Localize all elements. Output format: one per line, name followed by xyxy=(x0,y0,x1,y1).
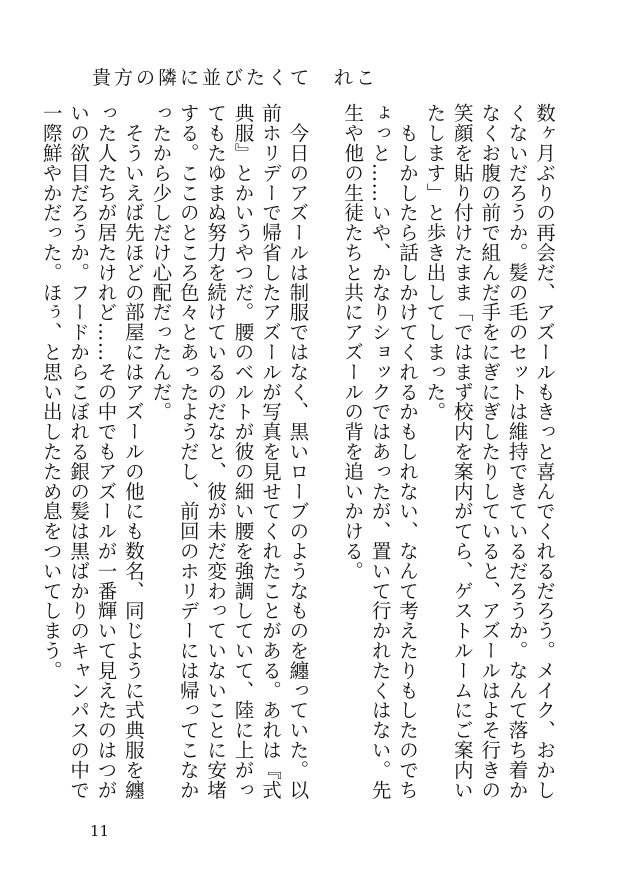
blank-line xyxy=(311,103,338,803)
page-number: 11 xyxy=(90,822,110,840)
body-text xyxy=(39,103,558,803)
header-title: 貴方の隣に並びたくて xyxy=(92,67,313,89)
paragraph: もしかしたら話しかけてくれるかもしれない、なんて考えたりもしたのでちょっと……いや、かなりショックではあったが、置いて行かれたくはない。先生や他の生徒たちと共にアズールの背を追いかける。 xyxy=(341,103,419,800)
header-author: れこ xyxy=(334,67,379,89)
paragraph: 今日のアズールは制服ではなく、黒いローブのようなものを纏っていた。以前ホリデーで帰省したアズールが写真を見せてくれたことがある。あれは『式典服』とかいうやつだ。腰のベルトが彼の細い腰を強調していて、陸に上がってもたゆまぬ努力を続けているのだなと、彼が未だ変わっていないことに安堵する。ここのところ色々とあったようだし、前回のホリデーには帰ってこなかったから少しだけ心配だったんだ。 xyxy=(149,103,310,800)
paragraph: 数ヶ月ぶりの再会だ、アズールもきっと喜んでくれるだろう。メイク、おかしくないだろうか。髪の毛のセットは維持できているだろうか。なんて落ち着かなくお腹の前で組んだ手をにぎにぎしたりしていると、アズールはよそ行きの笑顔を貼り付けたまま「ではまず校内を案内がてら、ゲストルームにご案内いたします」と歩き出してしまった。 xyxy=(423,103,556,800)
paragraph: そういえば先ほどの部屋にはアズールの他にも数名、同じように式典服を纏った人たちが居たけれど……その中でもアズールが一番輝いて見えたのはつがいの欲目だろうか。フードからこぼれる銀の髪は黒ばかりのキャンパスの中で一際鮮やかだった。ほぅ、と思い出したため息をついてしまう。 xyxy=(39,103,145,800)
running-header xyxy=(92,63,378,90)
